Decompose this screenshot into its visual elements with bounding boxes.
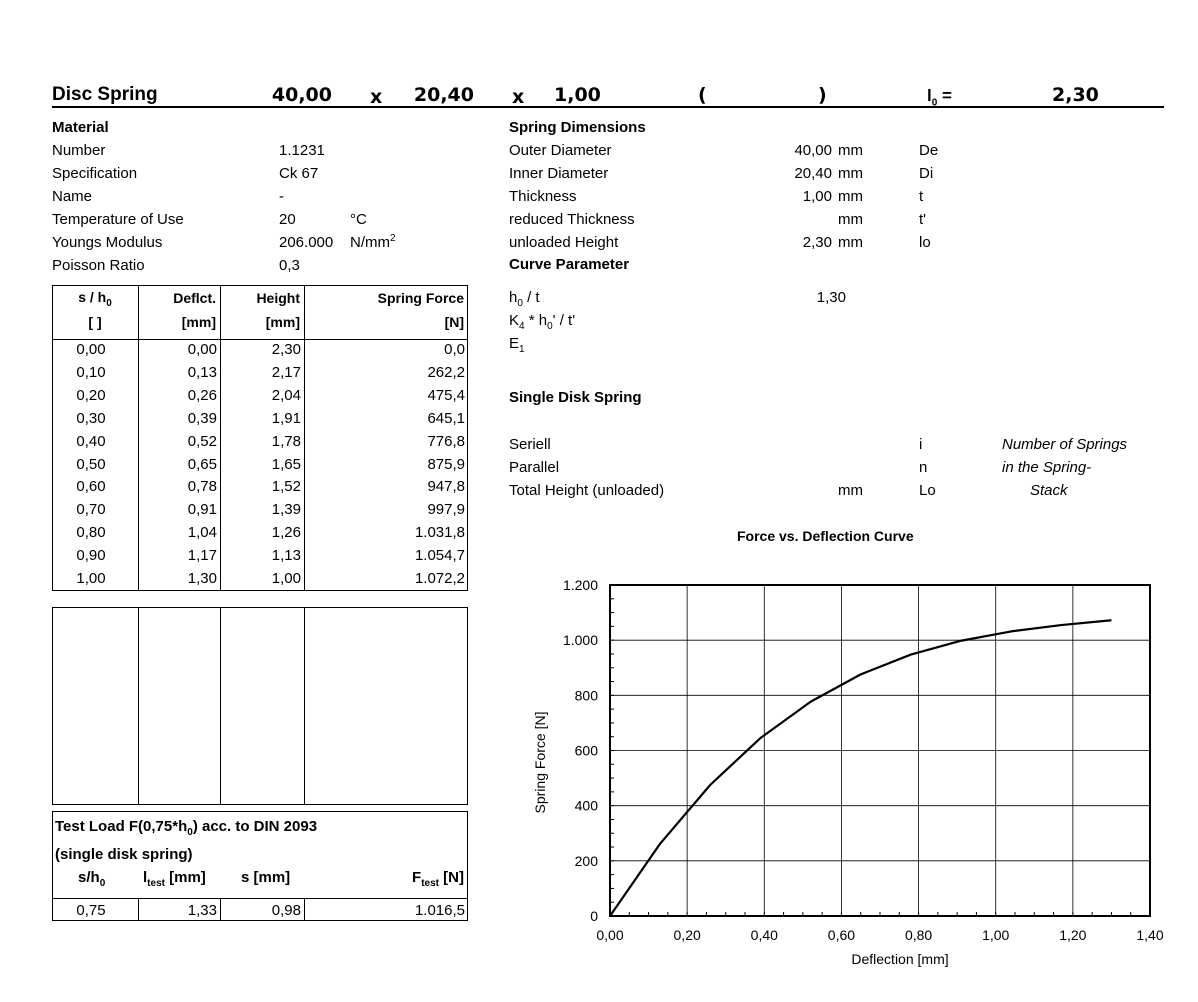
material-label: Poisson Ratio [52, 257, 145, 274]
cell-spring-force: 875,9 [427, 455, 465, 473]
x-tick-label: 0,60 [827, 927, 856, 943]
h0-over-t-value: 1,30 [816, 289, 846, 306]
cell-deflection: 1,17 [187, 547, 217, 565]
test-load-subtitle: (single disk spring) [55, 846, 193, 863]
empty-box-divider [138, 607, 139, 805]
material-value: 0,3 [279, 257, 300, 274]
spring-dimensions-heading: Spring Dimensions [509, 119, 646, 136]
material-label: Youngs Modulus [52, 234, 163, 251]
times-sign-1: x [370, 86, 383, 108]
x-tick-label: 1,40 [1136, 927, 1164, 943]
dimension-unit: mm [838, 165, 863, 182]
cell-s-h0: 0,20 [76, 386, 106, 404]
x-tick-label: 0,40 [750, 927, 778, 943]
cell-s-h0: 0,60 [76, 478, 106, 496]
col-header-deflection: Deflct. [173, 290, 216, 306]
dimension-symbol: Di [919, 165, 934, 182]
empty-box-divider [220, 607, 221, 805]
test-value-l-test: 1,33 [187, 902, 217, 919]
test-header-s-mm: s [mm] [241, 869, 291, 886]
y-tick-label: 200 [574, 852, 598, 869]
single-disk-symbol: n [919, 459, 928, 476]
y-tick-label: 0 [590, 908, 598, 924]
cell-height: 1,65 [271, 455, 301, 473]
single-disk-note: Stack [1030, 482, 1068, 499]
cell-s-h0: 0,00 [76, 341, 106, 358]
unit-header-height: [mm] [265, 314, 300, 330]
dimension-symbol: t' [919, 211, 927, 228]
times-sign-2: x [512, 86, 525, 108]
dimension-unit: mm [838, 188, 863, 205]
outer-diameter-value: 40,00 [271, 84, 332, 106]
cell-spring-force: 1.054,7 [414, 547, 465, 565]
x-tick-label: 1,00 [982, 927, 1010, 943]
paren-open: ( [698, 84, 707, 106]
cell-s-h0: 0,70 [76, 501, 106, 519]
single-disk-symbol: i [919, 436, 923, 453]
k4-label: $K_4 * h_0'$ / t' [509, 312, 576, 332]
cell-s-h0: 0,80 [76, 524, 106, 542]
single-disk-label: Parallel [509, 459, 560, 476]
y-tick-label: 1.200 [562, 577, 598, 593]
y-tick-label: 1.000 [562, 632, 598, 649]
cell-spring-force: 645,1 [427, 409, 465, 427]
single-disk-label: Total Height (unloaded) [509, 482, 665, 499]
col-header-spring-force: Spring Force [377, 290, 464, 306]
empty-box-divider [304, 607, 305, 805]
material-heading: Material [52, 119, 109, 136]
force-deflection-chart [520, 570, 1180, 990]
cell-s-h0: 0,50 [76, 455, 106, 473]
material-value: - [279, 188, 284, 205]
col-header-s-h0: s / $h_0$ [78, 289, 112, 309]
dimension-value: 20,40 [794, 165, 832, 182]
dimension-symbol: lo [919, 234, 931, 251]
cell-spring-force: 776,8 [427, 432, 465, 450]
material-value: 206.000 [279, 234, 334, 251]
cell-deflection: 0,39 [187, 409, 217, 427]
test-value-s-h0: 0,75 [76, 902, 106, 919]
l0-label: $l_0$ = [927, 86, 952, 109]
material-label: Number [52, 142, 106, 159]
single-disk-label: Seriell [509, 436, 551, 453]
x-tick-label: 0,20 [673, 927, 701, 943]
material-unit: °C [350, 211, 367, 228]
y-tick-label: 600 [574, 742, 598, 759]
single-disk-symbol: Lo [919, 482, 936, 499]
cell-height: 1,13 [271, 547, 301, 565]
cell-spring-force: 0,0 [444, 341, 465, 358]
test-header-l-test: $l_{test}$ [mm] [143, 869, 206, 889]
x-tick-label: 0,80 [904, 927, 933, 943]
single-disk-note: Number of Springs [1002, 436, 1128, 453]
dimension-label: reduced Thickness [509, 211, 635, 228]
dimension-label: unloaded Height [509, 234, 619, 251]
cell-s-h0: 0,10 [76, 363, 106, 381]
unit-header-spring-force: [N] [444, 314, 464, 330]
cell-height: 2,17 [271, 363, 301, 381]
col-header-height: Height [256, 290, 300, 306]
cell-height: 1,26 [271, 524, 301, 542]
cell-deflection: 0,52 [187, 432, 217, 450]
cell-spring-force: 262,2 [427, 363, 465, 381]
test-header-f-test: $F_{test}$ [N] [412, 869, 464, 889]
e1-label: $E_1$ [509, 335, 525, 355]
cell-height: 2,30 [271, 341, 301, 358]
material-label: Temperature of Use [52, 211, 184, 228]
x-axis-label: Deflection [mm] [851, 951, 949, 967]
y-tick-label: 400 [574, 797, 598, 814]
single-disk-unit: mm [838, 482, 863, 499]
dimension-label: Inner Diameter [509, 165, 609, 182]
h0-over-t-label: $h_0$ / t [509, 289, 540, 309]
disc-spring-title: Disc Spring [52, 84, 158, 105]
unit-header-deflection: [mm] [181, 314, 216, 330]
header-rule [52, 106, 1164, 108]
material-value: 20 [279, 211, 296, 228]
dimension-value: 1,00 [802, 188, 832, 205]
chart-title: Force vs. Deflection Curve [737, 528, 914, 544]
y-axis-label: Spring Force [N] [532, 711, 548, 814]
cell-spring-force: 1.072,2 [414, 570, 465, 587]
single-disk-note: in the Spring- [1002, 459, 1092, 476]
y-tick-label: 800 [574, 687, 598, 704]
cell-deflection: 0,91 [187, 501, 217, 519]
material-label: Name [52, 188, 93, 205]
inner-diameter-value: 20,40 [413, 84, 474, 106]
single-disk-spring-heading: Single Disk Spring [509, 389, 642, 406]
x-tick-label: 0,00 [596, 927, 624, 943]
cell-s-h0: 1,00 [76, 570, 106, 587]
cell-s-h0: 0,40 [76, 432, 106, 450]
empty-box-border [52, 607, 468, 805]
material-value: Ck 67 [279, 165, 319, 182]
dimension-unit: mm [838, 142, 863, 159]
material-label: Specification [52, 165, 138, 182]
dimension-unit: mm [838, 211, 863, 228]
cell-height: 1,78 [271, 432, 301, 450]
x-tick-label: 1,20 [1059, 927, 1087, 943]
dimension-value: 2,30 [802, 234, 832, 251]
cell-deflection: 0,78 [187, 478, 217, 496]
test-header-rule [52, 898, 468, 899]
thickness-value: 1,00 [554, 84, 601, 106]
paren-close: ) [818, 84, 827, 106]
dimension-symbol: De [919, 142, 939, 159]
cell-deflection: 1,04 [187, 524, 217, 542]
dimension-value: 40,00 [794, 142, 832, 159]
test-header-s-h0: $s/h_0$ [78, 869, 106, 889]
test-value-s-mm: 0,98 [271, 902, 301, 919]
unit-header-s-h0: [ ] [88, 314, 102, 330]
cell-deflection: 0,13 [187, 363, 217, 381]
cell-height: 1,91 [271, 409, 301, 427]
cell-deflection: 1,30 [187, 570, 217, 587]
force-curve-line [610, 620, 1111, 916]
l0-value: 2,30 [1052, 84, 1099, 106]
test-value-f-test: 1.016,5 [414, 902, 465, 919]
dimension-label: Thickness [509, 188, 577, 205]
dimension-unit: mm [838, 234, 863, 251]
cell-spring-force: 947,8 [427, 478, 465, 496]
cell-spring-force: 997,9 [427, 501, 465, 519]
cell-deflection: 0,65 [187, 455, 217, 473]
cell-deflection: 0,26 [187, 386, 217, 404]
curve-parameter-heading: Curve Parameter [509, 256, 630, 273]
cell-s-h0: 0,90 [76, 547, 106, 565]
material-value: 1.1231 [279, 142, 325, 159]
test-load-title: Test Load $F(0,75*h_0)$ acc. to DIN 2093 [55, 818, 318, 838]
cell-spring-force: 1.031,8 [414, 524, 465, 542]
cell-height: 1,39 [271, 501, 301, 519]
material-unit: $N/mm^2$ [350, 233, 396, 251]
cell-deflection: 0,00 [187, 341, 217, 358]
cell-s-h0: 0,30 [76, 409, 106, 427]
dimension-symbol: t [919, 188, 924, 205]
cell-height: 1,00 [271, 570, 301, 587]
cell-spring-force: 475,4 [427, 386, 465, 404]
cell-height: 2,04 [271, 386, 301, 404]
cell-height: 1,52 [271, 478, 301, 496]
dimension-label: Outer Diameter [509, 142, 612, 159]
